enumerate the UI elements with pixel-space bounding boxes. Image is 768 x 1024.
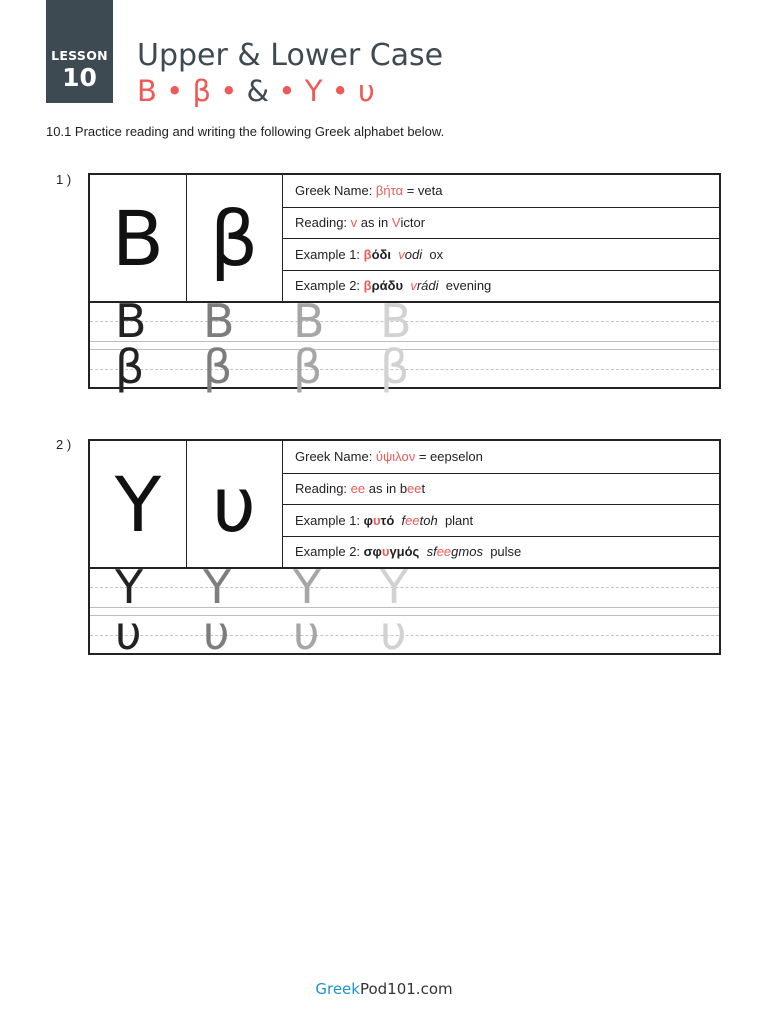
info-row-name [283,175,719,207]
subtitle-lower-upsilon: υ [357,74,375,108]
info-label: Example 2: [295,278,364,294]
letter-card-upsilon [88,439,721,660]
subtitle-sep: • [166,74,184,108]
info-row-example-1 [283,504,719,536]
practice-letter-upper: Υ [203,560,232,614]
practice-letter-upper: Β [293,294,325,348]
info-row-example-2 [283,536,719,568]
example-meaning: plant [444,512,474,528]
reading-sound: ee [350,481,366,497]
big-upper-letter: Β [90,175,187,301]
example-greek-pre: φ [363,512,373,528]
example-translit-pre: sf [426,544,437,560]
practice-letter-lower: β [115,340,145,394]
example-translit-hl: ee [405,512,420,528]
lesson-number: 10 [62,63,97,92]
greek-name: ύψιλον [375,449,416,465]
name-translit: = veta [403,183,443,199]
example-hl: υ [372,512,381,528]
example-translit: rádi [416,278,439,294]
subtitle-ampersand: & [246,74,270,108]
footer-brand-rest: Pod101.com [359,980,453,998]
info-label: Reading: [295,215,351,231]
info-label: Example 1: [295,246,364,262]
page-subtitle [137,74,375,108]
practice-letter-upper: Β [115,294,147,348]
practice-letter-upper: Υ [293,560,322,614]
example-translit-pre: f [401,512,406,528]
instruction-text: 10.1 Practice reading and writing the following Greek alphabet below. [46,124,445,139]
reading-mid: as in [365,481,400,497]
footer-brand[interactable] [0,980,768,998]
practice-letter-upper: Β [203,294,235,348]
example-meaning: pulse [490,544,522,560]
reading-word-rest: ictor [400,215,426,231]
subtitle-upper-upsilon: Υ [304,74,323,108]
example-greek: γμός [389,544,420,560]
example-translit-hl: v [398,246,405,262]
info-row-example-1 [283,238,719,270]
subtitle-sep: • [331,74,349,108]
card-number: 2 ) [56,437,72,452]
subtitle-sep: • [220,74,238,108]
reading-word-hl: V [391,215,401,231]
subtitle-lower-beta: β [192,74,211,108]
footer-brand-greek: Greek [315,980,360,998]
example-greek: ράδυ [371,278,404,294]
practice-letter-lower: υ [380,606,407,660]
practice-letter-lower: β [203,340,233,394]
example-hl: β [363,246,372,262]
reading-mid: as in [357,215,392,231]
example-meaning: ox [429,246,444,262]
info-label: Greek Name: [295,449,376,465]
info-table [283,175,719,301]
reading-word-rest: t [421,481,426,497]
example-translit: toh [419,512,438,528]
example-translit-hl: ee [436,544,452,560]
info-row-name [283,441,719,473]
letter-card-beta [88,173,721,394]
example-greek: τό [380,512,395,528]
example-translit: odi [404,246,423,262]
example-meaning: evening [445,278,492,294]
example-hl: β [363,278,372,294]
info-label: Example 2: [295,544,364,560]
card-number: 1 ) [56,172,72,187]
reading-sound: v [350,215,358,231]
big-upper-letter: Υ [90,441,187,567]
reading-word-pre: b [399,481,408,497]
example-hl: υ [381,544,390,560]
info-table [283,441,719,567]
info-label: Reading: [295,481,351,497]
big-lower-letter: β [186,175,283,301]
info-label: Greek Name: [295,183,376,199]
info-row-example-2 [283,270,719,302]
practice-letter-lower: υ [115,606,142,660]
info-row-reading [283,473,719,505]
reading-word-hl: ee [407,481,422,497]
subtitle-sep: • [278,74,296,108]
example-greek: όδι [371,246,392,262]
example-translit-hl: v [410,278,417,294]
info-row-reading [283,207,719,239]
practice-letter-upper: Υ [115,560,144,614]
practice-letter-lower: β [293,340,323,394]
big-lower-letter: υ [186,441,283,567]
page-title: Upper & Lower Case [137,38,444,73]
name-translit: = eepselon [415,449,483,465]
practice-letter-upper: Β [380,294,412,348]
lesson-badge [46,0,113,103]
practice-letter-upper: Υ [380,560,409,614]
practice-letter-lower: β [380,340,410,394]
practice-letter-lower: υ [293,606,320,660]
example-translit: gmos [451,544,483,560]
example-greek-pre: σφ [363,544,382,560]
greek-name: βήτα [375,183,404,199]
lesson-label: LESSON [51,48,108,63]
info-label: Example 1: [295,512,364,528]
practice-letter-lower: υ [203,606,230,660]
subtitle-upper-beta: Β [137,74,157,108]
